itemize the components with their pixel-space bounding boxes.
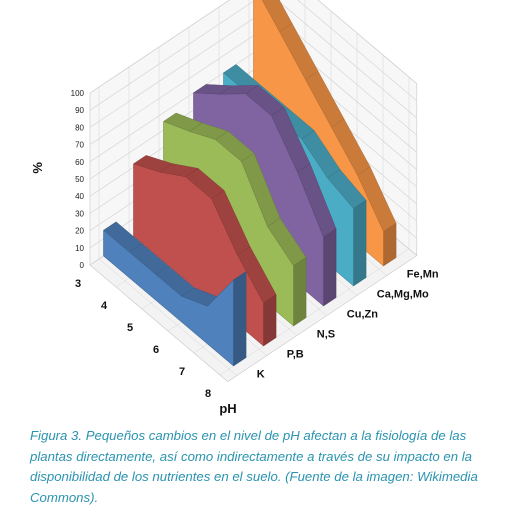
y-tick-label: 0 — [79, 261, 84, 270]
x-axis-title: pH — [219, 401, 237, 416]
y-tick-label: 10 — [75, 243, 84, 253]
series-label: N,S — [316, 328, 336, 341]
y-tick-label: 30 — [75, 209, 84, 219]
y-tick-label: 80 — [75, 123, 84, 133]
y-tick-label: 20 — [75, 226, 84, 236]
y-tick-label: 40 — [75, 192, 84, 202]
series-label: Cu,Zn — [346, 308, 378, 321]
y-tick-label: 70 — [75, 140, 84, 150]
ribbon-end — [294, 257, 307, 326]
x-tick-label: 8 — [204, 388, 212, 400]
y-tick-label: 90 — [75, 106, 84, 116]
series-label: Fe,Mn — [406, 268, 439, 281]
ribbon-end — [354, 200, 367, 286]
x-tick-label: 5 — [126, 322, 134, 334]
series-label: K — [256, 368, 265, 381]
ribbon-end — [324, 229, 337, 306]
y-tick-label: 50 — [75, 175, 84, 184]
y-tick-label: 60 — [75, 157, 84, 167]
x-tick-label: 6 — [152, 344, 160, 356]
series-label: P,B — [286, 348, 304, 361]
series-label: Ca,Mg,Mo — [376, 288, 429, 301]
ribbon-end — [264, 295, 277, 346]
x-tick-label: 7 — [178, 366, 186, 378]
x-tick-label: 3 — [74, 278, 82, 290]
y-axis-title: % — [30, 162, 45, 174]
y-tick-label: 100 — [70, 89, 84, 98]
x-tick-label: 4 — [100, 300, 108, 312]
figure-caption: Figura 3. Pequeños cambios en el nivel de pH afectan a la fisiología de las plantas directamente, así como indirectamente a través de su impacto en la disponibilidad de los nutrientes en el suelo. (Fuente de la imagen: Wikimedia Commons). — [30, 428, 478, 505]
ribbon-end — [234, 272, 247, 366]
